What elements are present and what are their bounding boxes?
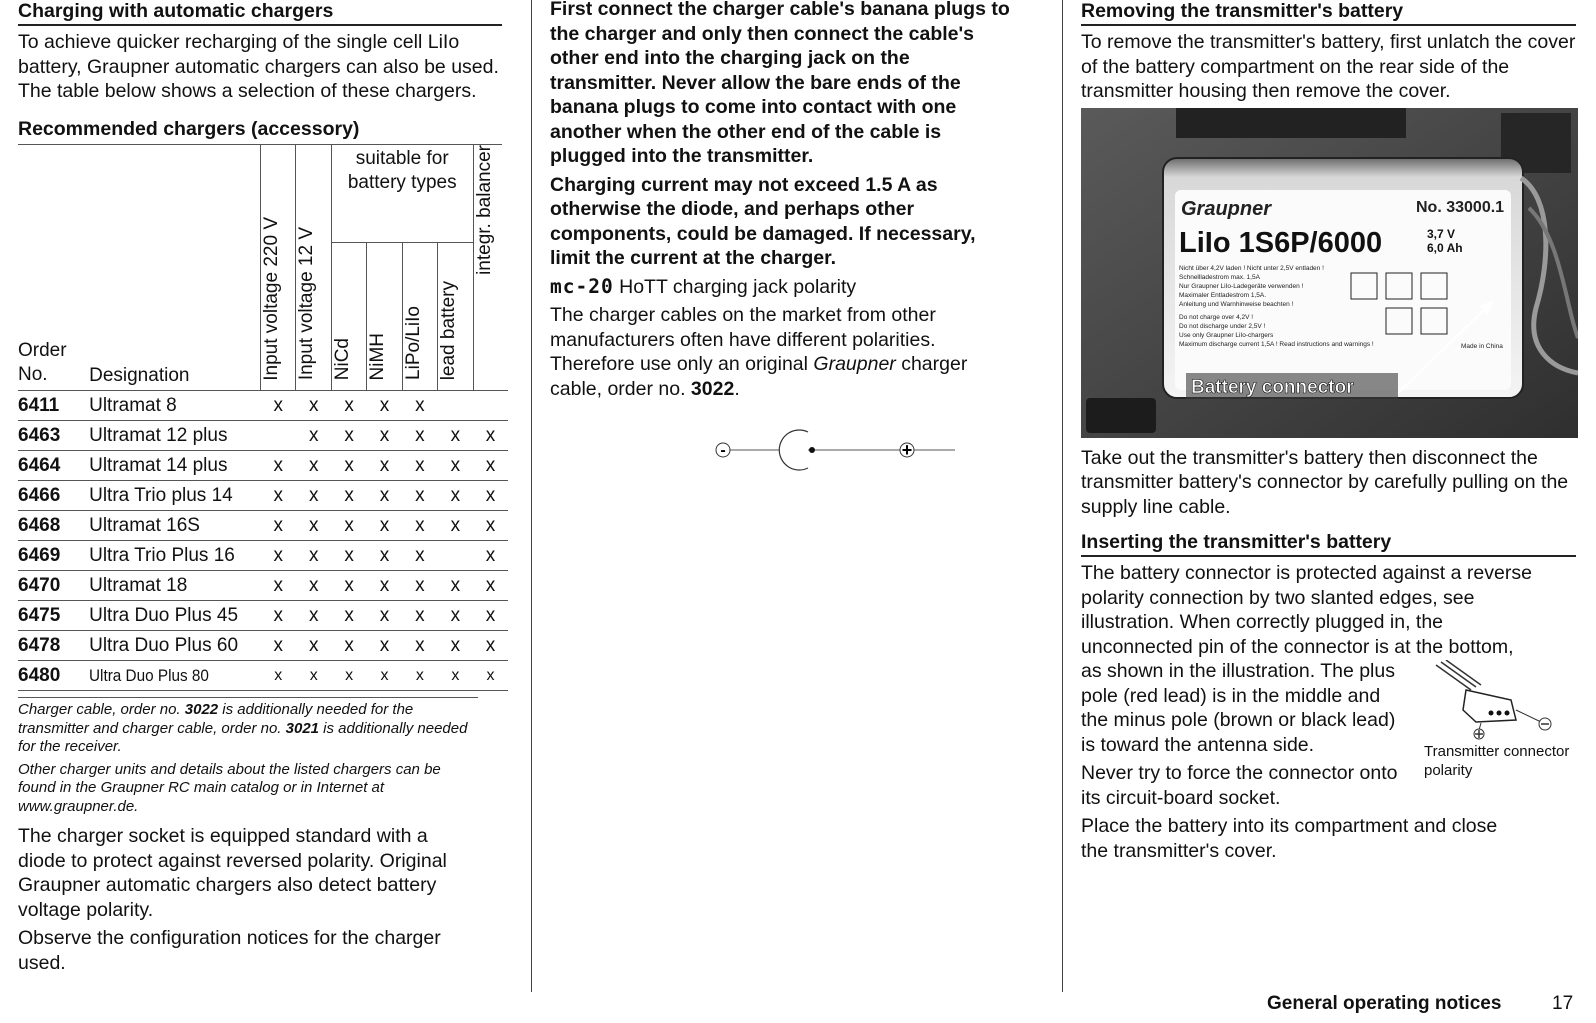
support-mark-cell: x — [438, 601, 473, 631]
support-mark-cell: x — [261, 601, 296, 631]
header-input-12v: Input voltage 12 V — [296, 227, 318, 381]
header-lipo: LiPo/LiIo — [402, 306, 424, 381]
column-divider-1 — [531, 0, 532, 992]
support-mark-cell: x — [438, 451, 473, 481]
support-mark-cell: x — [367, 511, 402, 541]
charging-jack-polarity-diagram — [700, 420, 1000, 480]
support-mark-cell: x — [438, 481, 473, 511]
table-row — [18, 451, 508, 481]
removing-paragraph: To remove the transmitter's battery, first unlatch the cover of the battery compartment on the rear side of the transmitter housing then remove the cover. — [1081, 31, 1576, 102]
order-number-cell: 6411 — [18, 391, 89, 421]
support-mark-cell: x — [296, 631, 331, 661]
support-mark-cell: x — [296, 481, 331, 511]
support-mark-cell: x — [331, 451, 366, 481]
support-mark-cell: x — [402, 571, 437, 601]
polarity-heading: mc-20 HoTT charging jack polarity — [550, 274, 857, 298]
support-mark-cell: x — [261, 451, 296, 481]
note-charger-cable: Charger cable, order no. 3022 is additionally needed for the transmitter and charger cable, order no. 3021 is additionally needed for the receiver. — [18, 701, 468, 756]
table-row — [18, 631, 508, 661]
battery-photo — [1081, 108, 1578, 438]
support-mark-cell: x — [473, 511, 508, 541]
support-mark-cell: x — [402, 631, 437, 661]
order-number-cell: 6464 — [18, 451, 89, 481]
support-mark-cell: x — [367, 631, 402, 661]
battery-capacity: 6,0 Ah — [1427, 240, 1463, 255]
support-mark-cell: x — [261, 481, 296, 511]
support-mark-cell — [438, 541, 473, 571]
support-mark-cell: x — [261, 661, 296, 691]
table-row — [18, 481, 508, 511]
charging-current-warning: Charging current may not exceed 1.5 A as otherwise the diode, and perhaps other components, could be damaged. If necessary, limit the current at the charger. — [550, 173, 976, 269]
support-mark-cell: x — [296, 601, 331, 631]
note-other-chargers: Other charger units and details about the listed chargers can be found in the Graupner RC main catalog or in Internet at www.graupner.de. — [18, 760, 441, 815]
support-mark-cell: x — [331, 571, 366, 601]
cables-paragraph: The charger cables on the market from other manufacturers often have different polarities. Therefore use only an original Graupner charger cable, order no. 3022. — [550, 304, 968, 400]
header-nicd: NiCd — [331, 338, 353, 381]
support-mark-cell: x — [402, 601, 437, 631]
support-mark-cell: x — [367, 571, 402, 601]
support-mark-cell: x — [367, 661, 402, 691]
order-number-cell: 6470 — [18, 571, 89, 601]
battery-number: No. 33000.1 — [1416, 198, 1505, 216]
designation-cell: Ultra Trio Plus 16 — [89, 541, 260, 571]
support-mark-cell: x — [473, 541, 508, 571]
svg-text:Anleitung und Warnhinweise bea: Anleitung und Warnhinweise beachten ! — [1179, 300, 1294, 308]
support-mark-cell: x — [331, 661, 366, 691]
support-mark-cell: x — [367, 421, 402, 451]
designation-cell: Ultramat 8 — [89, 391, 260, 421]
support-mark-cell: x — [473, 661, 508, 691]
never-force-paragraph: Never try to force the connector onto its circuit-board socket. — [1081, 762, 1398, 809]
svg-text:Made in China: Made in China — [1461, 342, 1503, 350]
intro-paragraph: To achieve quicker recharging of the single cell LiIo battery, Graupner automatic chargers can also be used. The table below shows a selection of these chargers. — [18, 31, 499, 102]
table-row — [18, 661, 508, 691]
support-mark-cell: x — [402, 541, 437, 571]
jack-center-pin-icon — [809, 447, 815, 453]
connector-caption: Transmitter connector polarity — [1424, 743, 1570, 779]
support-mark-cell: x — [402, 451, 437, 481]
designation-cell: Ultramat 12 plus — [89, 421, 260, 451]
support-mark-cell: x — [438, 511, 473, 541]
header-nimh: NiMH — [367, 332, 389, 381]
support-mark-cell: x — [261, 571, 296, 601]
place-battery-paragraph: Place the battery into its compartment and close the transmitter's cover. — [1081, 815, 1498, 862]
support-mark-cell: x — [367, 541, 402, 571]
support-mark-cell: x — [438, 661, 473, 691]
battery-voltage: 3,7 V — [1427, 226, 1456, 241]
support-mark-cell: x — [331, 421, 366, 451]
support-mark-cell: x — [438, 571, 473, 601]
designation-cell: Ultramat 16S — [89, 511, 260, 541]
jack-outline-icon — [779, 430, 808, 470]
designation-cell: Ultra Trio plus 14 — [89, 481, 260, 511]
support-mark-cell: x — [473, 631, 508, 661]
table-notes — [18, 697, 478, 816]
left-column — [18, 0, 502, 975]
heading-recommended-chargers: Recommended chargers (accessory) — [18, 118, 502, 145]
plus-sign: + — [901, 440, 913, 460]
support-mark-cell: x — [402, 511, 437, 541]
support-mark-cell: x — [261, 631, 296, 661]
page-number: 17 — [1552, 993, 1574, 1014]
socket-paragraph: The charger socket is equipped standard with a diode to protect against reversed polarity. Original Graupner automatic chargers also detect battery voltage polarity. — [18, 825, 447, 921]
battery-brand: Graupner — [1181, 197, 1272, 220]
support-mark-cell: x — [473, 571, 508, 601]
support-mark-cell: x — [438, 631, 473, 661]
observe-paragraph: Observe the configuration notices for the charger used. — [18, 927, 441, 974]
designation-cell: Ultramat 14 plus — [89, 451, 260, 481]
support-mark-cell: x — [331, 511, 366, 541]
support-mark-cell: x — [367, 451, 402, 481]
support-mark-cell: x — [473, 421, 508, 451]
header-suitable-battery-types: suitable for battery types — [331, 145, 473, 243]
support-mark-cell: x — [331, 631, 366, 661]
mc-20-logo: mc-20 — [550, 274, 614, 298]
support-mark-cell: x — [296, 451, 331, 481]
header-input-220v: Input voltage 220 V — [261, 216, 283, 381]
support-mark-cell: x — [331, 481, 366, 511]
svg-text:Nicht über 4,2V laden ! Nicht: Nicht über 4,2V laden ! Nicht unter 2,5V entladen ! — [1179, 264, 1324, 272]
support-mark-cell: x — [261, 511, 296, 541]
middle-column — [550, 0, 1010, 460]
heading-inserting-battery: Inserting the transmitter's battery — [1081, 531, 1576, 557]
order-number-cell: 6478 — [18, 631, 89, 661]
designation-cell: Ultra Duo Plus 80 — [89, 661, 243, 691]
support-mark-cell: x — [296, 571, 331, 601]
support-mark-cell: x — [296, 421, 331, 451]
table-row — [18, 571, 508, 601]
support-mark-cell: x — [473, 481, 508, 511]
minus-sign: - — [720, 442, 726, 459]
support-mark-cell — [261, 421, 296, 451]
support-mark-cell: x — [296, 541, 331, 571]
charger-rows — [18, 391, 508, 691]
designation-cell: Ultra Duo Plus 60 — [89, 631, 260, 661]
support-mark-cell: x — [402, 421, 437, 451]
order-number-cell: 6468 — [18, 511, 89, 541]
support-mark-cell: x — [331, 391, 366, 421]
connector-polarity-diagram — [1421, 660, 1571, 750]
table-row — [18, 421, 508, 451]
header-integr-balancer: integr. balancer — [473, 144, 495, 275]
support-mark-cell: x — [296, 661, 331, 691]
chargers-table — [18, 145, 508, 692]
svg-text:Maximum discharge current 1,5A: Maximum discharge current 1,5A ! Read instructions and warnings ! — [1179, 340, 1374, 348]
support-mark-cell: x — [367, 391, 402, 421]
inserting-paragraph-2: as shown in the illustration. The plus pole (red lead) is in the middle and the minus pole (brown or black lead) is toward the antenna side. — [1081, 660, 1396, 756]
svg-text:Nur Graupner LiIo-Ladegeräte v: Nur Graupner LiIo-Ladegeräte verwenden ! — [1179, 282, 1304, 290]
header-lead-battery: lead battery — [438, 281, 460, 381]
svg-text:Use only Graupner LiIo-charger: Use only Graupner LiIo-chargers — [1179, 331, 1274, 339]
support-mark-cell: x — [438, 421, 473, 451]
support-mark-cell: x — [261, 541, 296, 571]
table-row — [18, 541, 508, 571]
takeout-paragraph: Take out the transmitter's battery then disconnect the transmitter battery's connector by carefully pulling on the supply line cable. — [1081, 446, 1569, 518]
support-mark-cell: x — [367, 601, 402, 631]
battery-photo-illustration — [1081, 108, 1578, 438]
designation-cell: Ultramat 18 — [89, 571, 260, 601]
designation-cell: Ultra Duo Plus 45 — [89, 601, 260, 631]
order-number-cell: 6469 — [18, 541, 89, 571]
support-mark-cell: x — [261, 391, 296, 421]
battery-model: LiIo 1S6P/6000 — [1179, 226, 1383, 259]
heading-automatic-chargers: Charging with automatic chargers — [18, 0, 502, 26]
header-order-no: Order No. — [18, 145, 89, 391]
support-mark-cell: x — [473, 601, 508, 631]
order-number-cell: 6463 — [18, 421, 89, 451]
banana-plug-warning: First connect the charger cable's banana plugs to the charger and only then connect the cable's other end into the charging jack on the transmitter. Never allow the bare ends of the banana plugs to come into contact with one another when the other end of the cable is plugged into the transmitter. — [550, 0, 1010, 167]
svg-text:Maximaler Entladestrom 1,5A.: Maximaler Entladestrom 1,5A. — [1179, 291, 1267, 299]
right-column — [1081, 0, 1576, 863]
svg-text:Do not charge over 4,2V !: Do not charge over 4,2V ! — [1179, 313, 1254, 321]
support-mark-cell: x — [331, 601, 366, 631]
order-number-cell: 6480 — [18, 661, 89, 691]
support-mark-cell: x — [402, 481, 437, 511]
heading-removing-battery: Removing the transmitter's battery — [1081, 0, 1576, 26]
column-divider-2 — [1062, 0, 1063, 992]
support-mark-cell: x — [296, 511, 331, 541]
support-mark-cell: x — [473, 451, 508, 481]
svg-text:Do not discharge under 2,5V !: Do not discharge under 2,5V ! — [1179, 322, 1266, 330]
support-mark-cell: x — [402, 391, 437, 421]
header-designation: Designation — [89, 145, 260, 391]
footer-section-title: General operating notices — [1267, 993, 1502, 1014]
table-row — [18, 391, 508, 421]
inserting-paragraph-1: The battery connector is protected against a reverse polarity connection by two slanted edges, see illustration. When correctly plugged in, the unconnected pin of the connector is at the bottom, — [1081, 562, 1532, 658]
support-mark-cell: x — [367, 481, 402, 511]
order-number-cell: 6475 — [18, 601, 89, 631]
battery-connector-callout: Battery connector — [1191, 376, 1354, 398]
support-mark-cell — [438, 391, 473, 421]
support-mark-cell: x — [402, 661, 437, 691]
svg-text:Schnellladestrom max. 1,5A: Schnellladestrom max. 1,5A — [1179, 273, 1260, 281]
support-mark-cell: x — [331, 541, 366, 571]
support-mark-cell — [473, 391, 508, 421]
support-mark-cell: x — [296, 391, 331, 421]
order-number-cell: 6466 — [18, 481, 89, 511]
table-row — [18, 511, 508, 541]
table-row — [18, 601, 508, 631]
